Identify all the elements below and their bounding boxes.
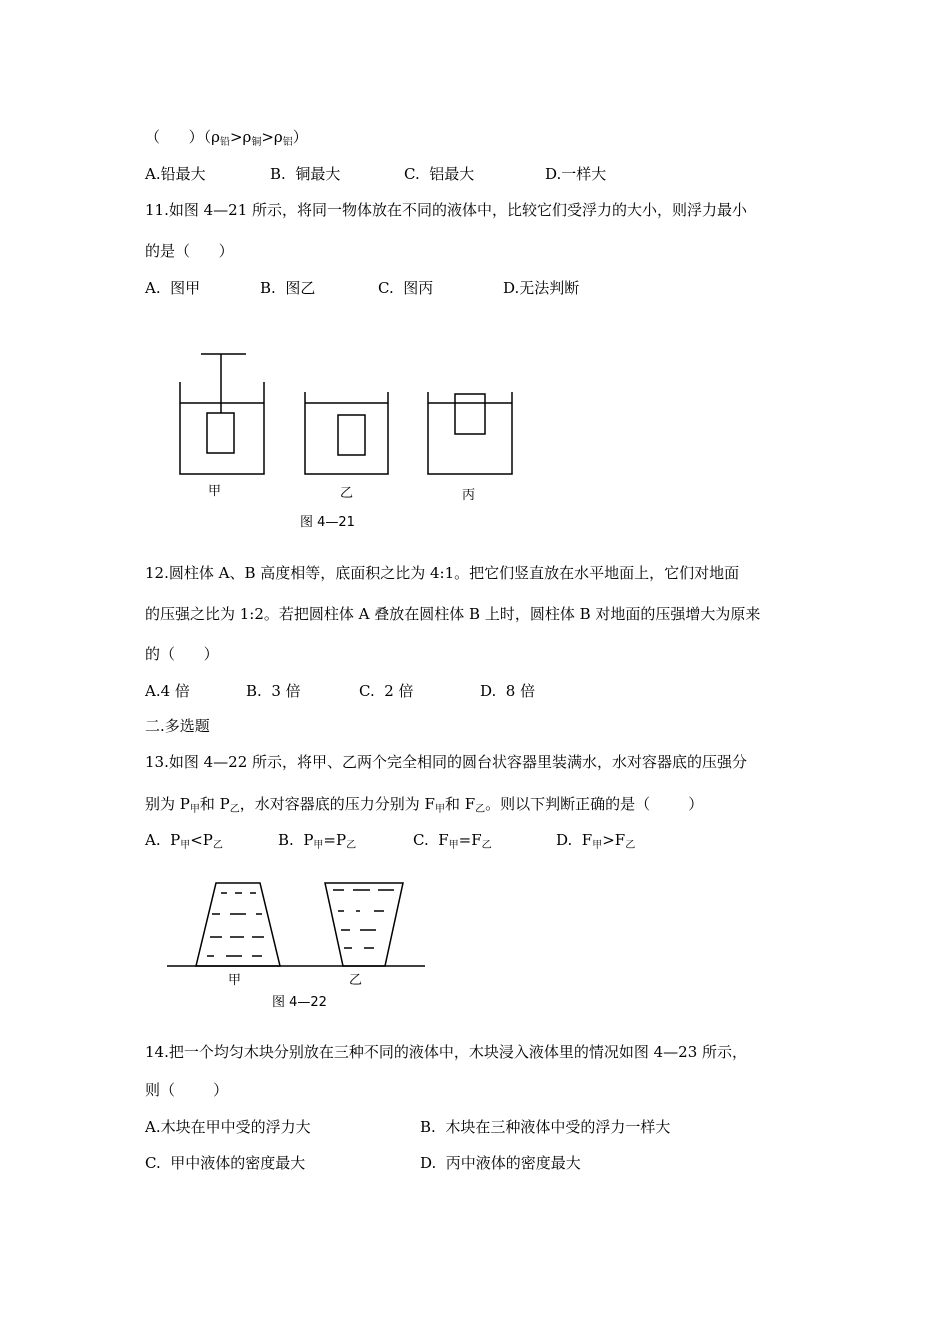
fig21-label-yi: 乙	[340, 486, 354, 501]
q11-option-a: A. 图甲	[145, 279, 201, 297]
q11-option-d: D.无法判断	[503, 279, 580, 297]
container-yi	[305, 392, 388, 474]
q12-option-a: A.4 倍	[145, 682, 190, 700]
q13-option-c: C. $F_甲=F_乙$	[413, 831, 492, 851]
q13-option-a: A. $P_甲<P_乙$	[145, 831, 223, 851]
q10-option-c: C. 铝最大	[404, 165, 475, 183]
block-bing	[455, 394, 485, 434]
container-jia	[180, 382, 264, 474]
q12-stem-line3: 的（ ）	[145, 645, 219, 663]
q10-option-d: D.一样大	[545, 165, 607, 183]
q14-option-c: C. 甲中液体的密度最大	[145, 1154, 306, 1172]
q14-stem-line2: 则（ ）	[145, 1081, 229, 1099]
q11-stem-line2: 的是（ ）	[145, 242, 234, 260]
water-dashes	[207, 890, 394, 956]
q13-option-b: B. $P_甲=P_乙$	[278, 831, 357, 851]
section-title-multiple-choice: 二.多选题	[145, 717, 210, 735]
q10-option-b: B. 铜最大	[270, 165, 341, 183]
q12-option-c: C. 2 倍	[359, 682, 414, 700]
block-yi	[338, 415, 365, 455]
q11-option-b: B. 图乙	[260, 279, 316, 297]
q12-stem-line2: 的压强之比为 1:2。若把圆柱体 A 叠放在圆柱体 B 上时，圆柱体 B 对地面的压强增大为原来	[145, 605, 761, 623]
fig21-label-bing: 丙	[462, 488, 476, 503]
fig21-caption: 图 4—21	[300, 515, 355, 530]
container-bing	[428, 392, 512, 474]
q13-stem-line2: 别为 $P_甲$和 $P_乙$，水对容器底的压力分别为 $F_甲$和 $F_乙$。则以下判断正确的是（ ）	[145, 795, 704, 815]
block-jia	[207, 413, 234, 453]
q12-stem-line1: 12.圆柱体 A、B 高度相等，底面积之比为 4:1。把它们竖直放在水平地面上，它们对地面	[145, 564, 740, 582]
q12-option-d: D. 8 倍	[480, 682, 536, 700]
q10-stem: （ ）$(\rho_铅>\rho_铜>\rho_铝)$	[145, 128, 308, 148]
container-yi-frustum	[325, 883, 403, 966]
q12-option-b: B. 3 倍	[246, 682, 301, 700]
q11-option-c: C. 图丙	[378, 279, 434, 297]
q14-option-a: A.木块在甲中受的浮力大	[145, 1118, 311, 1136]
q13-option-d: D. $F_甲>F_乙$	[556, 831, 636, 851]
q13-stem-line1: 13.如图 4—22 所示，将甲、乙两个完全相同的圆台状容器里装满水，水对容器底的压强分	[145, 753, 748, 771]
q14-stem-line1: 14.把一个均匀木块分别放在三种不同的液体中，木块浸入液体里的情况如图 4—23 所示，	[145, 1043, 748, 1061]
container-jia-frustum	[196, 883, 280, 966]
q14-option-b: B. 木块在三种液体中受的浮力一样大	[420, 1118, 671, 1136]
fig22-label-jia: 甲	[228, 973, 242, 988]
q14-option-d: D. 丙中液体的密度最大	[420, 1154, 581, 1172]
fig21-label-jia: 甲	[208, 484, 222, 499]
fig22-label-yi: 乙	[349, 973, 363, 988]
fig22-caption: 图 4—22	[272, 995, 327, 1010]
q10-option-a: A.铅最大	[145, 165, 206, 183]
q11-stem-line1: 11.如图 4—21 所示，将同一物体放在不同的液体中，比较它们受浮力的大小，则浮力最小	[145, 201, 748, 219]
